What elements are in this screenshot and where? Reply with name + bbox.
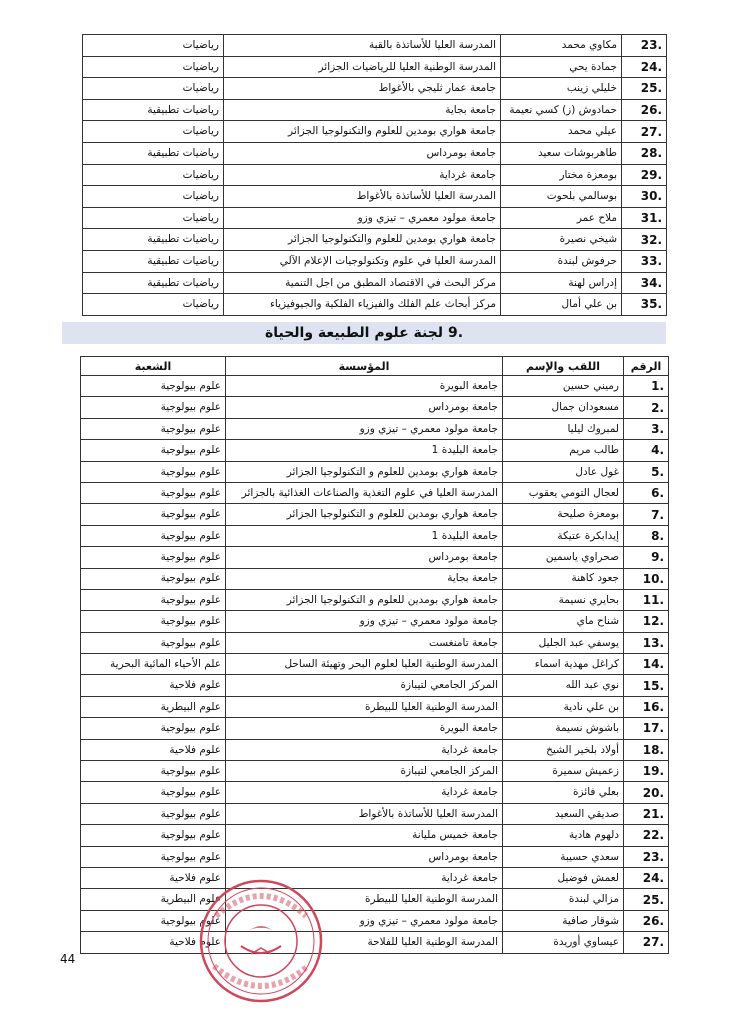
table-row: [81, 568, 669, 589]
field-of-study: رياضيات: [83, 186, 224, 208]
member-name: إيدابكرة عتيكة: [503, 525, 624, 546]
field-of-study: علوم بيولوجية: [81, 547, 226, 568]
row-number: .14: [624, 654, 669, 675]
institution: مركز أبحاث علم الفلك والفيزياء الفلكية والجيوفيزياء: [224, 294, 501, 316]
table-row: [83, 99, 667, 121]
institution: المدرسة الوطنية العليا للفلاحة: [226, 932, 503, 953]
table-row: [81, 461, 669, 482]
field-of-study: رياضيات: [83, 121, 224, 143]
member-name: عيلي محمد: [501, 121, 622, 143]
field-of-study: علوم بيولوجية: [81, 825, 226, 846]
institution: جامعة بومرداس: [226, 547, 503, 568]
field-of-study: علوم بيولوجية: [81, 440, 226, 461]
table-row: [83, 142, 667, 164]
institution: جامعة بومرداس: [226, 397, 503, 418]
institution: جامعة مولود معمري – تيزي وزو: [224, 207, 501, 229]
row-number: .17: [624, 718, 669, 739]
table-row: [83, 272, 667, 294]
table-row: [81, 482, 669, 503]
table-row: [83, 78, 667, 100]
table-row: [81, 632, 669, 653]
table-row: [83, 164, 667, 186]
row-number: .22: [624, 825, 669, 846]
row-number: .21: [624, 803, 669, 824]
institution: المدرسة العليا في علوم التغذية والصناعات الغذائية بالجزائر: [226, 482, 503, 503]
header-number: الرقم: [624, 357, 669, 376]
table-row: [83, 250, 667, 272]
institution: جامعة تامنغست: [226, 632, 503, 653]
table-body: [81, 376, 669, 954]
member-name: لمبروك ليليا: [503, 418, 624, 439]
institution: جامعة البليدة 1: [226, 525, 503, 546]
table-row: [81, 825, 669, 846]
institution: جامعة غرداية: [226, 867, 503, 888]
field-of-study: علوم بيولوجية: [81, 589, 226, 610]
member-name: طالب مريم: [503, 440, 624, 461]
row-number: .4: [624, 440, 669, 461]
table-row: [83, 186, 667, 208]
institution: جامعة بجاية: [224, 99, 501, 121]
table-row: [83, 56, 667, 78]
institution: المركز الجامعي لتيبازة: [226, 761, 503, 782]
member-name: زعميش سميرة: [503, 761, 624, 782]
table-row: [81, 761, 669, 782]
row-number: .12: [624, 611, 669, 632]
field-of-study: رياضيات تطبيقية: [83, 142, 224, 164]
institution: جامعة مولود معمري – تيزي وزو: [226, 910, 503, 931]
member-name: بحايري نسيمة: [503, 589, 624, 610]
field-of-study: علوم فلاحية: [81, 867, 226, 888]
member-name: لعمش فوضيل: [503, 867, 624, 888]
field-of-study: علوم بيولوجية: [81, 611, 226, 632]
table-row: [83, 121, 667, 143]
field-of-study: رياضيات: [83, 164, 224, 186]
field-of-study: رياضيات: [83, 56, 224, 78]
table-row: [81, 782, 669, 803]
row-number: .15: [624, 675, 669, 696]
field-of-study: رياضيات تطبيقية: [83, 250, 224, 272]
row-number: .34: [622, 272, 667, 294]
institution: جامعة هواري بومدين للعلوم والتكنولوجيا الجزائر: [224, 229, 501, 251]
field-of-study: علوم بيولوجية: [81, 568, 226, 589]
member-name: بعلي فائزة: [503, 782, 624, 803]
member-name: إدراس لهنة: [501, 272, 622, 294]
field-of-study: علوم بيولوجية: [81, 504, 226, 525]
field-of-study: علوم بيولوجية: [81, 782, 226, 803]
field-of-study: علوم بيولوجية: [81, 846, 226, 867]
field-of-study: علوم البيطرية: [81, 889, 226, 910]
member-name: كراغل مهدية اسماء: [503, 654, 624, 675]
member-name: أولاد بلخير الشيخ: [503, 739, 624, 760]
member-name: غول عادل: [503, 461, 624, 482]
table-row: [81, 525, 669, 546]
field-of-study: علوم بيولوجية: [81, 525, 226, 546]
member-name: جعود كاهنة: [503, 568, 624, 589]
table-row: [81, 889, 669, 910]
institution: جامعة هواري بومدين للعلوم و التكنولوجيا الجزائر: [226, 461, 503, 482]
row-number: .27: [624, 932, 669, 953]
table-row: [81, 675, 669, 696]
header-field: الشعبة: [81, 357, 226, 376]
member-name: حرفوش لبندة: [501, 250, 622, 272]
header-name: اللقب والإسم: [503, 357, 624, 376]
member-name: رميني حسين: [503, 376, 624, 397]
member-name: حمادوش (ز) كسي نعيمة: [501, 99, 622, 121]
field-of-study: رياضيات تطبيقية: [83, 99, 224, 121]
row-number: .5: [624, 461, 669, 482]
header-institution: المؤسسة: [226, 357, 503, 376]
row-number: .9: [624, 547, 669, 568]
row-number: .31: [622, 207, 667, 229]
institution: جامعة بومرداس: [226, 846, 503, 867]
table-row: [83, 207, 667, 229]
member-name: بن علي نادية: [503, 696, 624, 717]
institution: جامعة عمار ثليجي بالأغواط: [224, 78, 501, 100]
page-number: 44: [60, 952, 76, 966]
member-name: بن علي أمال: [501, 294, 622, 316]
member-name: ملاح عمر: [501, 207, 622, 229]
institution: المدرسة الوطنية العليا للبيطرة: [226, 889, 503, 910]
table-row: [83, 229, 667, 251]
row-number: .3: [624, 418, 669, 439]
member-name: طاهربوشات سعيد: [501, 142, 622, 164]
header-row: [81, 357, 669, 376]
table-row: [81, 932, 669, 953]
field-of-study: علوم بيولوجية: [81, 397, 226, 418]
table-row: [81, 803, 669, 824]
field-of-study: علوم بيولوجية: [81, 632, 226, 653]
table-row: [81, 589, 669, 610]
institution: جامعة خميس مليانة: [226, 825, 503, 846]
institution: جامعة البليدة 1: [226, 440, 503, 461]
table-row: [83, 294, 667, 316]
member-name: بومعزة مختار: [501, 164, 622, 186]
row-number: .27: [622, 121, 667, 143]
field-of-study: علوم البيطرية: [81, 696, 226, 717]
table-row: [81, 910, 669, 931]
table-row: [81, 547, 669, 568]
member-name: لعجال التومي يعقوب: [503, 482, 624, 503]
field-of-study: علوم بيولوجية: [81, 461, 226, 482]
institution: المدرسة العليا للأساتذة بالأغواط: [224, 186, 501, 208]
member-name: بوسالمي بلحوت: [501, 186, 622, 208]
institution: مركز البحث في الاقتصاد المطبق من اجل التنمية: [224, 272, 501, 294]
member-name: شوقار صافية: [503, 910, 624, 931]
table-row: [81, 867, 669, 888]
section-title: .9 لجنة علوم الطبيعة والحياة: [264, 325, 464, 341]
institution: جامعة غرداية: [226, 782, 503, 803]
field-of-study: علوم بيولوجية: [81, 910, 226, 931]
row-number: .29: [622, 164, 667, 186]
field-of-study: علوم بيولوجية: [81, 803, 226, 824]
institution: المدرسة العليا للأساتذة بالقبة: [224, 35, 501, 57]
member-name: جمادة يحي: [501, 56, 622, 78]
field-of-study: علوم فلاحية: [81, 675, 226, 696]
row-number: .1: [624, 376, 669, 397]
row-number: .18: [624, 739, 669, 760]
row-number: .23: [622, 35, 667, 57]
member-name: مكاوي محمد: [501, 35, 622, 57]
member-name: مزالي لبندة: [503, 889, 624, 910]
institution: المدرسة الوطنية العليا للرياضيات الجزائر: [224, 56, 501, 78]
institution: جامعة هواري بومدين للعلوم و التكنولوجيا الجزائر: [226, 504, 503, 525]
field-of-study: رياضيات: [83, 78, 224, 100]
row-number: .24: [622, 56, 667, 78]
table-row: [81, 718, 669, 739]
row-number: .28: [622, 142, 667, 164]
row-number: .10: [624, 568, 669, 589]
row-number: .2: [624, 397, 669, 418]
row-number: .25: [624, 889, 669, 910]
member-name: نوي عبد الله: [503, 675, 624, 696]
committee-members-table-top: [82, 34, 667, 316]
table-row: [81, 504, 669, 525]
member-name: صحراوي ياسمين: [503, 547, 624, 568]
row-number: .8: [624, 525, 669, 546]
row-number: .33: [622, 250, 667, 272]
row-number: .30: [622, 186, 667, 208]
row-number: .24: [624, 867, 669, 888]
table-row: [81, 376, 669, 397]
table-row: [81, 440, 669, 461]
institution: جامعة مولود معمري – تيزي وزو: [226, 418, 503, 439]
row-number: .35: [622, 294, 667, 316]
institution: جامعة بومرداس: [224, 142, 501, 164]
member-name: سعدي حسيبة: [503, 846, 624, 867]
table-row: [81, 397, 669, 418]
member-name: مسعودان جمال: [503, 397, 624, 418]
institution: المركز الجامعي لتيبازة: [226, 675, 503, 696]
member-name: شيخي نصيرة: [501, 229, 622, 251]
field-of-study: رياضيات: [83, 294, 224, 316]
row-number: .25: [622, 78, 667, 100]
member-name: يوسفي عبد الجليل: [503, 632, 624, 653]
institution: جامعة مولود معمري – تيزي وزو: [226, 611, 503, 632]
member-name: خليلي زينب: [501, 78, 622, 100]
table-row: [81, 611, 669, 632]
institution: المدرسة الوطنية العليا لعلوم البحر وتهيئة الساحل: [226, 654, 503, 675]
institution: جامعة البويرة: [226, 718, 503, 739]
table-row: [81, 846, 669, 867]
member-name: صديقي السعيد: [503, 803, 624, 824]
table-header: [81, 357, 669, 376]
field-of-study: علم الأحياء المائية البحرية: [81, 654, 226, 675]
row-number: .11: [624, 589, 669, 610]
field-of-study: رياضيات تطبيقية: [83, 272, 224, 294]
member-name: عيساوي أوريدة: [503, 932, 624, 953]
table-row: [81, 654, 669, 675]
member-name: شناح ماي: [503, 611, 624, 632]
table-row: [81, 418, 669, 439]
field-of-study: رياضيات: [83, 207, 224, 229]
member-name: بومعزة صليحة: [503, 504, 624, 525]
life-sciences-committee-table: [80, 356, 669, 954]
row-number: .6: [624, 482, 669, 503]
field-of-study: علوم بيولوجية: [81, 718, 226, 739]
table-row: [81, 739, 669, 760]
field-of-study: علوم بيولوجية: [81, 761, 226, 782]
row-number: .26: [622, 99, 667, 121]
row-number: .19: [624, 761, 669, 782]
field-of-study: علوم بيولوجية: [81, 482, 226, 503]
official-stamp-icon: [196, 876, 326, 1006]
institution: المدرسة العليا للأساتذة بالأغواط: [226, 803, 503, 824]
institution: جامعة هواري بومدين للعلوم و التكنولوجيا الجزائر: [226, 589, 503, 610]
row-number: .32: [622, 229, 667, 251]
member-name: باشوش نسيمة: [503, 718, 624, 739]
row-number: .16: [624, 696, 669, 717]
institution: جامعة البويرة: [226, 376, 503, 397]
field-of-study: علوم بيولوجية: [81, 418, 226, 439]
institution: المدرسة الوطنية العليا للبيطرة: [226, 696, 503, 717]
member-name: دلهوم هادية: [503, 825, 624, 846]
row-number: .13: [624, 632, 669, 653]
table-body: [83, 35, 667, 316]
row-number: .20: [624, 782, 669, 803]
institution: جامعة غرداية: [226, 739, 503, 760]
row-number: .23: [624, 846, 669, 867]
field-of-study: رياضيات: [83, 35, 224, 57]
field-of-study: رياضيات تطبيقية: [83, 229, 224, 251]
institution: جامعة غرداية: [224, 164, 501, 186]
field-of-study: علوم بيولوجية: [81, 376, 226, 397]
institution: المدرسة العليا في علوم وتكنولوجيات الإعلام الآلي: [224, 250, 501, 272]
row-number: .26: [624, 910, 669, 931]
institution: جامعة هواري بومدين للعلوم والتكنولوجيا الجزائر: [224, 121, 501, 143]
field-of-study: علوم فلاحية: [81, 932, 226, 953]
table-row: [81, 696, 669, 717]
field-of-study: علوم فلاحية: [81, 739, 226, 760]
table-row: [83, 35, 667, 57]
institution: جامعة بجاية: [226, 568, 503, 589]
row-number: .7: [624, 504, 669, 525]
